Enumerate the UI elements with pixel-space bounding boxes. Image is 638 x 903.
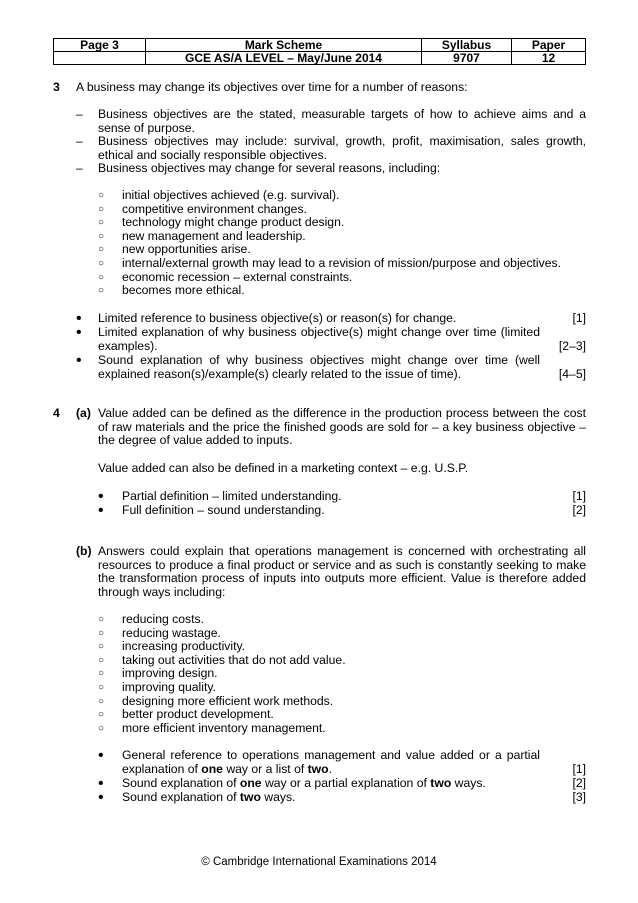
q3-dash-item: – Business objectives are the stated, measurable targets of how to achieve aims and a sense of purpose. (76, 107, 586, 135)
q4-number: 4 (53, 406, 60, 420)
q4a-mark-level: • Partial definition – limited understanding. [1] (98, 488, 586, 505)
header-paper-number: 12 (512, 52, 586, 65)
mark-value: [1] (572, 489, 586, 503)
q3-reasons-list (98, 189, 586, 298)
list-item: ○ economic recession – external constraints. (98, 269, 353, 284)
header-exam-title: GCE AS/A LEVEL – May/June 2014 (146, 52, 422, 65)
list-item: ○ better product development. (98, 707, 274, 722)
mark-value: [4–5] (558, 366, 586, 381)
mark-value: [2] (572, 776, 586, 790)
list-item: ○ improving quality. (98, 679, 216, 694)
q3-number: 3 (53, 80, 60, 94)
q4b-mark-level: • Sound explanation of one way or a partial explanation of two ways. [2] (98, 775, 586, 792)
q3-mark-level: • Limited explanation of why business objective(s) might change over time (limited examples). [2–3] (76, 324, 586, 353)
mark-value: [1] (572, 761, 586, 776)
header-syllabus-label: Syllabus (422, 39, 512, 52)
header-syllabus-code: 9707 (422, 52, 512, 65)
list-item: ○ more efficient inventory management. (98, 720, 326, 735)
q4a-definition-marketing: Value added can also be defined in a marketing context – e.g. U.S.P. (98, 461, 469, 475)
q3-mark-level: • Limited reference to business objective(s) or reason(s) for change. [1] (76, 310, 586, 327)
q4b-ways-list (98, 613, 586, 735)
q3-mark-level: • Sound explanation of why business objectives might change over time (well explained reason(s)/example(s) clearly related to the issue of time). [4–5] (76, 352, 586, 381)
list-item: ○ reducing costs. (98, 612, 204, 626)
q3-intro: A business may change its objectives over time for a number of reasons: (76, 80, 468, 94)
list-item: ○ new opportunities arise. (98, 242, 251, 257)
copyright-footer: © Cambridge International Examinations 2014 (201, 856, 437, 868)
q4a-definition: Value added can be defined as the difference in the production process between the cost of raw materials and the price the finished goods are sold for – a key business objective – the degree of value added to inputs. (98, 406, 586, 448)
list-item: ○ competitive environment changes. (98, 201, 307, 216)
list-item: ○ designing more efficient work methods. (98, 693, 334, 708)
list-item: ○ reducing wastage. (98, 625, 221, 640)
header-mark-scheme-label: Mark Scheme (146, 39, 422, 52)
list-item: ○ technology might change product design. (98, 215, 345, 230)
q4a-mark-level: • Full definition – sound understanding. [2] (98, 502, 586, 519)
mark-value: [1] (572, 311, 586, 325)
header-page-value (54, 52, 146, 65)
q4b-intro: Answers could explain that operations management is concerned with orchestrating all resources to produce a final product or service and as such is constantly seeking to make the transformation process of inputs into outputs more efficient. Value is therefore added through ways including: (98, 544, 586, 599)
q4b-mark-level: • General reference to operations management and value added or a partial explanation of one way or a list of two. [1] (98, 747, 586, 776)
list-item: ○ initial objectives achieved (e.g. survival). (98, 188, 340, 202)
mark-value: [2] (572, 503, 586, 517)
q3-dash-item: – Business objectives may change for several reasons, including: (76, 161, 441, 175)
header-paper-label: Paper (512, 39, 586, 52)
mark-value: [2–3] (558, 338, 586, 353)
header-table (53, 38, 586, 65)
q4a-label: (a) (76, 406, 91, 420)
list-item: ○ becomes more ethical. (98, 283, 245, 298)
list-item: ○ taking out activities that do not add value. (98, 652, 346, 667)
list-item: ○ increasing productivity. (98, 639, 246, 654)
q3-dash-item: – Business objectives may include: survival, growth, profit, maximisation, sales growth, ethical and socially responsible objectives. (76, 134, 586, 162)
list-item: ○ improving design. (98, 666, 218, 681)
header-page-label: Page 3 (54, 39, 146, 52)
q4b-mark-level: • Sound explanation of two ways. [3] (98, 789, 586, 806)
mark-value: [3] (572, 790, 586, 804)
list-item: ○ internal/external growth may lead to a revision of mission/purpose and objectives. (98, 255, 561, 270)
q4b-label: (b) (76, 544, 92, 558)
list-item: ○ new management and leadership. (98, 228, 306, 243)
